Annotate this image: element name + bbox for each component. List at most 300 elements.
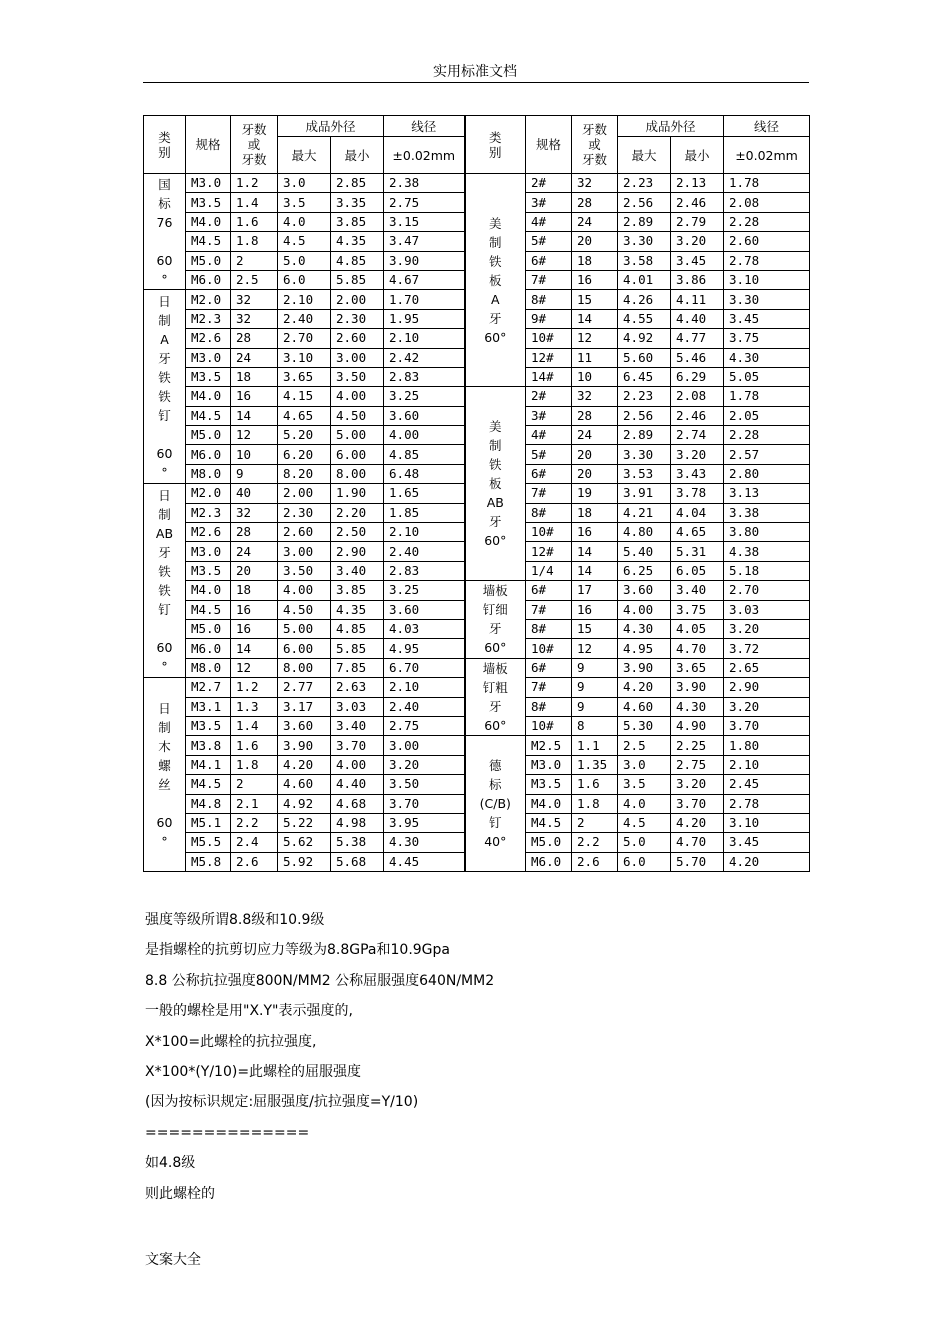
right-teeth-cell: 14 — [572, 542, 618, 561]
right-teeth-cell: 14 — [572, 561, 618, 580]
left-teeth-cell: 1.6 — [231, 736, 278, 755]
category-label-line: AB — [486, 495, 504, 511]
category-label-line: 60° — [484, 533, 507, 549]
left-min-cell: 4.00 — [331, 387, 384, 406]
right-max-cell: 2.56 — [618, 193, 671, 212]
category-label-line: 60° — [484, 718, 507, 734]
right-max-cell: 4.0 — [618, 794, 671, 813]
left-max-cell: 2.60 — [278, 523, 331, 542]
right-wire-cell: 3.70 — [724, 716, 810, 735]
category-label-line: 板 — [489, 476, 502, 492]
left-teeth-cell: 1.2 — [231, 174, 278, 193]
right-spec-cell: 10# — [526, 523, 572, 542]
category-left-2 — [144, 484, 186, 678]
right-teeth-cell: 8 — [572, 716, 618, 735]
category-label-line: 钉 — [158, 407, 171, 423]
category-label-line: 螺 — [158, 757, 171, 773]
right-spec-cell: 3# — [526, 406, 572, 425]
left-teeth-cell: 12 — [231, 658, 278, 677]
screw-spec-table — [143, 115, 810, 872]
left-max-cell: 5.62 — [278, 833, 331, 852]
left-spec-cell: M5.0 — [186, 426, 231, 445]
left-spec-cell: M3.5 — [186, 716, 231, 735]
hdr-spec-right: 规格 — [526, 116, 572, 174]
left-spec-cell: M8.0 — [186, 658, 231, 677]
hdr-tol-right: ±0.02mm — [724, 137, 810, 174]
left-teeth-cell: 24 — [231, 542, 278, 561]
left-wire-cell: 1.95 — [384, 309, 465, 328]
hdr-category-right: 类 别 — [465, 116, 526, 174]
left-teeth-cell: 2.1 — [231, 794, 278, 813]
hdr-teeth-left: 牙数 或 牙数 — [231, 116, 278, 174]
right-spec-cell: 6# — [526, 658, 572, 677]
hdr-max-right: 最大 — [618, 137, 671, 174]
left-min-cell: 2.00 — [331, 290, 384, 309]
right-min-cell: 2.46 — [671, 406, 724, 425]
right-min-cell: 3.70 — [671, 794, 724, 813]
left-teeth-cell: 1.4 — [231, 193, 278, 212]
right-max-cell: 3.91 — [618, 484, 671, 503]
left-spec-cell: M4.0 — [186, 581, 231, 600]
left-wire-cell: 1.65 — [384, 484, 465, 503]
left-spec-cell: M4.1 — [186, 755, 231, 774]
left-wire-cell: 4.00 — [384, 426, 465, 445]
right-wire-cell: 4.30 — [724, 348, 810, 367]
right-spec-cell: 7# — [526, 600, 572, 619]
right-max-cell: 2.56 — [618, 406, 671, 425]
left-min-cell: 3.35 — [331, 193, 384, 212]
left-min-cell: 5.38 — [331, 833, 384, 852]
left-min-cell: 3.50 — [331, 367, 384, 386]
category-label-line: 60 — [156, 252, 173, 268]
category-label-line: A — [160, 331, 169, 347]
right-spec-cell: 12# — [526, 542, 572, 561]
category-label-line: 美 — [489, 215, 502, 231]
left-max-cell: 6.0 — [278, 270, 331, 289]
right-min-cell: 4.40 — [671, 309, 724, 328]
category-label-line: 日 — [158, 293, 171, 309]
left-spec-cell: M4.5 — [186, 775, 231, 794]
category-label-line — [144, 425, 185, 444]
right-max-cell: 4.95 — [618, 639, 671, 658]
right-wire-cell: 1.78 — [724, 387, 810, 406]
right-min-cell: 4.11 — [671, 290, 724, 309]
right-min-cell: 4.70 — [671, 639, 724, 658]
category-label-line: 60 — [156, 639, 173, 655]
right-min-cell: 3.78 — [671, 484, 724, 503]
category-label-line: 国 — [158, 176, 171, 192]
category-label-line: 铁 — [158, 369, 171, 385]
note-line: 一般的螺栓是用"X.Y"表示强度的, — [145, 1003, 353, 1020]
right-wire-cell: 1.78 — [724, 174, 810, 193]
left-max-cell: 4.65 — [278, 406, 331, 425]
category-left-1 — [144, 290, 186, 484]
hdr-min-left: 最小 — [331, 137, 384, 174]
right-wire-cell: 2.70 — [724, 581, 810, 600]
note-line: (因为按标识规定:屈服强度/抗拉强度=Y/10) — [145, 1094, 419, 1111]
left-spec-cell: M5.0 — [186, 251, 231, 270]
right-teeth-cell: 15 — [572, 290, 618, 309]
left-spec-cell: M3.0 — [186, 542, 231, 561]
left-wire-cell: 3.50 — [384, 775, 465, 794]
right-teeth-cell: 1.1 — [572, 736, 618, 755]
left-min-cell: 4.50 — [331, 406, 384, 425]
right-min-cell: 4.70 — [671, 833, 724, 852]
category-label-line: 牙 — [489, 310, 502, 326]
left-max-cell: 6.20 — [278, 445, 331, 464]
right-max-cell: 2.89 — [618, 426, 671, 445]
right-wire-cell: 3.10 — [724, 270, 810, 289]
category-label-line — [144, 619, 185, 638]
right-max-cell: 3.5 — [618, 775, 671, 794]
right-max-cell: 4.30 — [618, 619, 671, 638]
category-label-line: 墙板 — [482, 583, 508, 599]
left-spec-cell: M2.0 — [186, 290, 231, 309]
left-max-cell: 4.0 — [278, 212, 331, 231]
left-wire-cell: 1.70 — [384, 290, 465, 309]
right-wire-cell: 3.10 — [724, 813, 810, 832]
left-teeth-cell: 2.6 — [231, 852, 278, 871]
hdr-spec-left: 规格 — [186, 116, 231, 174]
right-spec-cell: M5.0 — [526, 833, 572, 852]
category-label-line: 铁 — [489, 457, 502, 473]
right-wire-cell: 3.03 — [724, 600, 810, 619]
category-label-line: 标 — [158, 195, 171, 211]
table-row — [144, 736, 810, 755]
right-teeth-cell: 9 — [572, 697, 618, 716]
left-min-cell: 5.85 — [331, 270, 384, 289]
left-wire-cell: 2.42 — [384, 348, 465, 367]
left-max-cell: 2.00 — [278, 484, 331, 503]
category-label-line: 钉粗 — [482, 680, 508, 696]
left-max-cell: 3.65 — [278, 367, 331, 386]
left-max-cell: 3.17 — [278, 697, 331, 716]
left-spec-cell: M4.5 — [186, 232, 231, 251]
right-spec-cell: M3.5 — [526, 775, 572, 794]
left-wire-cell: 4.67 — [384, 270, 465, 289]
category-label-line: 60 — [156, 814, 173, 830]
category-label-line: 60 — [156, 445, 173, 461]
right-spec-cell: 2# — [526, 387, 572, 406]
category-label-line: 德 — [489, 758, 502, 774]
left-teeth-cell: 12 — [231, 426, 278, 445]
right-teeth-cell: 10 — [572, 367, 618, 386]
right-spec-cell: 7# — [526, 270, 572, 289]
left-spec-cell: M5.1 — [186, 813, 231, 832]
left-teeth-cell: 16 — [231, 600, 278, 619]
left-min-cell: 4.68 — [331, 794, 384, 813]
right-spec-cell: 10# — [526, 716, 572, 735]
category-right-4 — [465, 736, 526, 872]
right-min-cell: 2.46 — [671, 193, 724, 212]
right-teeth-cell: 12 — [572, 639, 618, 658]
note-line: ============== — [145, 1124, 310, 1141]
left-wire-cell: 4.85 — [384, 445, 465, 464]
category-label-line: 76 — [156, 214, 173, 230]
left-spec-cell: M2.6 — [186, 329, 231, 348]
left-min-cell: 2.30 — [331, 309, 384, 328]
left-spec-cell: M2.0 — [186, 484, 231, 503]
left-wire-cell: 3.15 — [384, 212, 465, 231]
right-spec-cell: M4.5 — [526, 813, 572, 832]
right-wire-cell: 2.60 — [724, 232, 810, 251]
right-spec-cell: 8# — [526, 619, 572, 638]
left-min-cell: 2.50 — [331, 523, 384, 542]
left-teeth-cell: 28 — [231, 329, 278, 348]
left-spec-cell: M3.0 — [186, 348, 231, 367]
category-label-line: 60° — [484, 640, 507, 656]
right-wire-cell: 1.80 — [724, 736, 810, 755]
left-max-cell: 4.5 — [278, 232, 331, 251]
right-spec-cell: 8# — [526, 290, 572, 309]
left-min-cell: 4.35 — [331, 600, 384, 619]
right-wire-cell: 3.20 — [724, 619, 810, 638]
left-wire-cell: 4.45 — [384, 852, 465, 871]
left-wire-cell: 6.70 — [384, 658, 465, 677]
right-wire-cell: 3.72 — [724, 639, 810, 658]
right-max-cell: 2.89 — [618, 212, 671, 231]
right-min-cell: 3.45 — [671, 251, 724, 270]
left-teeth-cell: 14 — [231, 639, 278, 658]
left-min-cell: 3.00 — [331, 348, 384, 367]
left-max-cell: 2.30 — [278, 503, 331, 522]
left-min-cell: 6.00 — [331, 445, 384, 464]
right-max-cell: 5.30 — [618, 716, 671, 735]
left-max-cell: 3.60 — [278, 716, 331, 735]
right-spec-cell: 5# — [526, 232, 572, 251]
right-teeth-cell: 20 — [572, 464, 618, 483]
category-left-3 — [144, 678, 186, 872]
note-line: 8.8 公称抗拉强度800N/MM2 公称屈服强度640N/MM2 — [145, 972, 495, 989]
right-min-cell: 5.46 — [671, 348, 724, 367]
right-teeth-cell: 28 — [572, 406, 618, 425]
right-spec-cell: M6.0 — [526, 852, 572, 871]
left-max-cell: 4.00 — [278, 581, 331, 600]
left-spec-cell: M3.5 — [186, 561, 231, 580]
left-min-cell: 4.00 — [331, 755, 384, 774]
category-label-line: 日 — [158, 487, 171, 503]
left-teeth-cell: 1.8 — [231, 755, 278, 774]
right-max-cell: 4.26 — [618, 290, 671, 309]
category-label-line: 制 — [158, 312, 171, 328]
right-spec-cell: M3.0 — [526, 755, 572, 774]
left-min-cell: 2.90 — [331, 542, 384, 561]
left-teeth-cell: 16 — [231, 387, 278, 406]
category-label-line — [144, 232, 185, 251]
category-right-2 — [465, 581, 526, 659]
right-min-cell: 4.05 — [671, 619, 724, 638]
right-teeth-cell: 1.35 — [572, 755, 618, 774]
left-spec-cell: M8.0 — [186, 464, 231, 483]
right-wire-cell: 4.20 — [724, 852, 810, 871]
right-max-cell: 4.20 — [618, 678, 671, 697]
right-spec-cell: 10# — [526, 639, 572, 658]
left-spec-cell: M2.6 — [186, 523, 231, 542]
left-max-cell: 5.0 — [278, 251, 331, 270]
right-teeth-cell: 32 — [572, 387, 618, 406]
right-teeth-cell: 16 — [572, 523, 618, 542]
right-wire-cell: 2.10 — [724, 755, 810, 774]
left-max-cell: 8.20 — [278, 464, 331, 483]
table-row — [144, 387, 810, 406]
note-line: X*100=此螺栓的抗拉强度, — [145, 1033, 317, 1050]
right-max-cell: 2.23 — [618, 174, 671, 193]
left-teeth-cell: 2 — [231, 251, 278, 270]
right-spec-cell: M4.0 — [526, 794, 572, 813]
left-min-cell: 2.60 — [331, 329, 384, 348]
right-wire-cell: 2.78 — [724, 251, 810, 270]
left-min-cell: 2.85 — [331, 174, 384, 193]
table-row — [144, 581, 810, 600]
right-teeth-cell: 16 — [572, 600, 618, 619]
category-label-line: 牙 — [489, 621, 502, 637]
category-label-line: 美 — [489, 419, 502, 435]
page-footer: 文案大全 — [145, 1252, 201, 1268]
left-max-cell: 4.15 — [278, 387, 331, 406]
left-max-cell: 2.10 — [278, 290, 331, 309]
right-min-cell: 4.90 — [671, 716, 724, 735]
right-spec-cell: 4# — [526, 212, 572, 231]
left-max-cell: 5.22 — [278, 813, 331, 832]
left-min-cell: 5.85 — [331, 639, 384, 658]
right-min-cell: 3.40 — [671, 581, 724, 600]
right-wire-cell: 3.45 — [724, 309, 810, 328]
left-max-cell: 4.50 — [278, 600, 331, 619]
left-teeth-cell: 1.8 — [231, 232, 278, 251]
left-max-cell: 3.00 — [278, 542, 331, 561]
left-wire-cell: 2.38 — [384, 174, 465, 193]
right-max-cell: 4.92 — [618, 329, 671, 348]
category-right-0 — [465, 174, 526, 387]
right-max-cell: 3.60 — [618, 581, 671, 600]
hdr-min-right: 最小 — [671, 137, 724, 174]
left-spec-cell: M2.3 — [186, 309, 231, 328]
right-wire-cell: 2.65 — [724, 658, 810, 677]
right-min-cell: 3.20 — [671, 445, 724, 464]
right-max-cell: 6.45 — [618, 367, 671, 386]
right-max-cell: 2.23 — [618, 387, 671, 406]
right-max-cell: 4.55 — [618, 309, 671, 328]
left-max-cell: 4.92 — [278, 794, 331, 813]
right-max-cell: 5.40 — [618, 542, 671, 561]
left-wire-cell: 2.83 — [384, 367, 465, 386]
category-label-line: 丝 — [158, 776, 171, 792]
left-min-cell: 2.20 — [331, 503, 384, 522]
left-wire-cell: 2.10 — [384, 678, 465, 697]
strength-notes — [145, 905, 494, 1209]
left-teeth-cell: 1.4 — [231, 716, 278, 735]
header-rule — [143, 82, 809, 83]
right-teeth-cell: 9 — [572, 658, 618, 677]
category-label-line: 钉 — [489, 815, 502, 831]
right-max-cell: 4.01 — [618, 270, 671, 289]
right-min-cell: 3.90 — [671, 678, 724, 697]
right-spec-cell: 7# — [526, 678, 572, 697]
left-teeth-cell: 1.2 — [231, 678, 278, 697]
right-spec-cell: 3# — [526, 193, 572, 212]
left-max-cell: 2.70 — [278, 329, 331, 348]
right-max-cell: 3.30 — [618, 232, 671, 251]
right-min-cell: 6.29 — [671, 367, 724, 386]
category-label-line: 板 — [489, 272, 502, 288]
hdr-teeth-right: 牙数 或 牙数 — [572, 116, 618, 174]
right-max-cell: 4.5 — [618, 813, 671, 832]
category-label-line: ° — [161, 833, 168, 849]
right-teeth-cell: 9 — [572, 678, 618, 697]
right-max-cell: 6.25 — [618, 561, 671, 580]
left-teeth-cell: 14 — [231, 406, 278, 425]
left-min-cell: 4.85 — [331, 251, 384, 270]
left-wire-cell: 1.85 — [384, 503, 465, 522]
left-teeth-cell: 2.5 — [231, 270, 278, 289]
category-label-line: 40° — [484, 834, 507, 850]
left-wire-cell: 2.10 — [384, 329, 465, 348]
left-wire-cell: 3.00 — [384, 736, 465, 755]
left-teeth-cell: 32 — [231, 290, 278, 309]
right-wire-cell: 2.90 — [724, 678, 810, 697]
hdr-outer-right: 成品外径 — [618, 116, 724, 137]
right-wire-cell: 3.38 — [724, 503, 810, 522]
left-max-cell: 4.60 — [278, 775, 331, 794]
category-label-line: ° — [161, 464, 168, 480]
left-teeth-cell: 28 — [231, 523, 278, 542]
left-min-cell: 5.00 — [331, 426, 384, 445]
hdr-tol-left: ±0.02mm — [384, 137, 465, 174]
left-max-cell: 3.0 — [278, 174, 331, 193]
left-spec-cell: M6.0 — [186, 445, 231, 464]
left-teeth-cell: 32 — [231, 503, 278, 522]
category-label-line — [144, 794, 185, 813]
left-wire-cell: 3.95 — [384, 813, 465, 832]
right-min-cell: 5.70 — [671, 852, 724, 871]
left-wire-cell: 3.20 — [384, 755, 465, 774]
right-spec-cell: 4# — [526, 426, 572, 445]
right-teeth-cell: 14 — [572, 309, 618, 328]
right-teeth-cell: 1.8 — [572, 794, 618, 813]
left-wire-cell: 2.75 — [384, 716, 465, 735]
right-wire-cell: 2.57 — [724, 445, 810, 464]
right-spec-cell: 9# — [526, 309, 572, 328]
right-teeth-cell: 2.6 — [572, 852, 618, 871]
right-spec-cell: 14# — [526, 367, 572, 386]
category-label-line: 木 — [158, 738, 171, 754]
right-min-cell: 3.86 — [671, 270, 724, 289]
category-label-line: 钉 — [158, 601, 171, 617]
category-label-line: 钉细 — [482, 602, 508, 618]
right-max-cell: 3.53 — [618, 464, 671, 483]
right-teeth-cell: 18 — [572, 503, 618, 522]
left-wire-cell: 6.48 — [384, 464, 465, 483]
category-label-line: ° — [161, 658, 168, 674]
left-max-cell: 3.50 — [278, 561, 331, 580]
right-max-cell: 3.58 — [618, 251, 671, 270]
right-spec-cell: 6# — [526, 581, 572, 600]
left-spec-cell: M2.7 — [186, 678, 231, 697]
left-max-cell: 3.5 — [278, 193, 331, 212]
left-min-cell: 1.90 — [331, 484, 384, 503]
left-teeth-cell: 1.6 — [231, 212, 278, 231]
right-spec-cell: 5# — [526, 445, 572, 464]
left-max-cell: 2.40 — [278, 309, 331, 328]
right-wire-cell: 2.05 — [724, 406, 810, 425]
left-teeth-cell: 2.4 — [231, 833, 278, 852]
right-wire-cell: 2.28 — [724, 426, 810, 445]
left-wire-cell: 2.40 — [384, 697, 465, 716]
left-teeth-cell: 24 — [231, 348, 278, 367]
right-max-cell: 6.0 — [618, 852, 671, 871]
left-wire-cell: 4.95 — [384, 639, 465, 658]
note-line: 是指螺栓的抗剪切应力等级为8.8GPa和10.9Gpa — [145, 942, 450, 959]
